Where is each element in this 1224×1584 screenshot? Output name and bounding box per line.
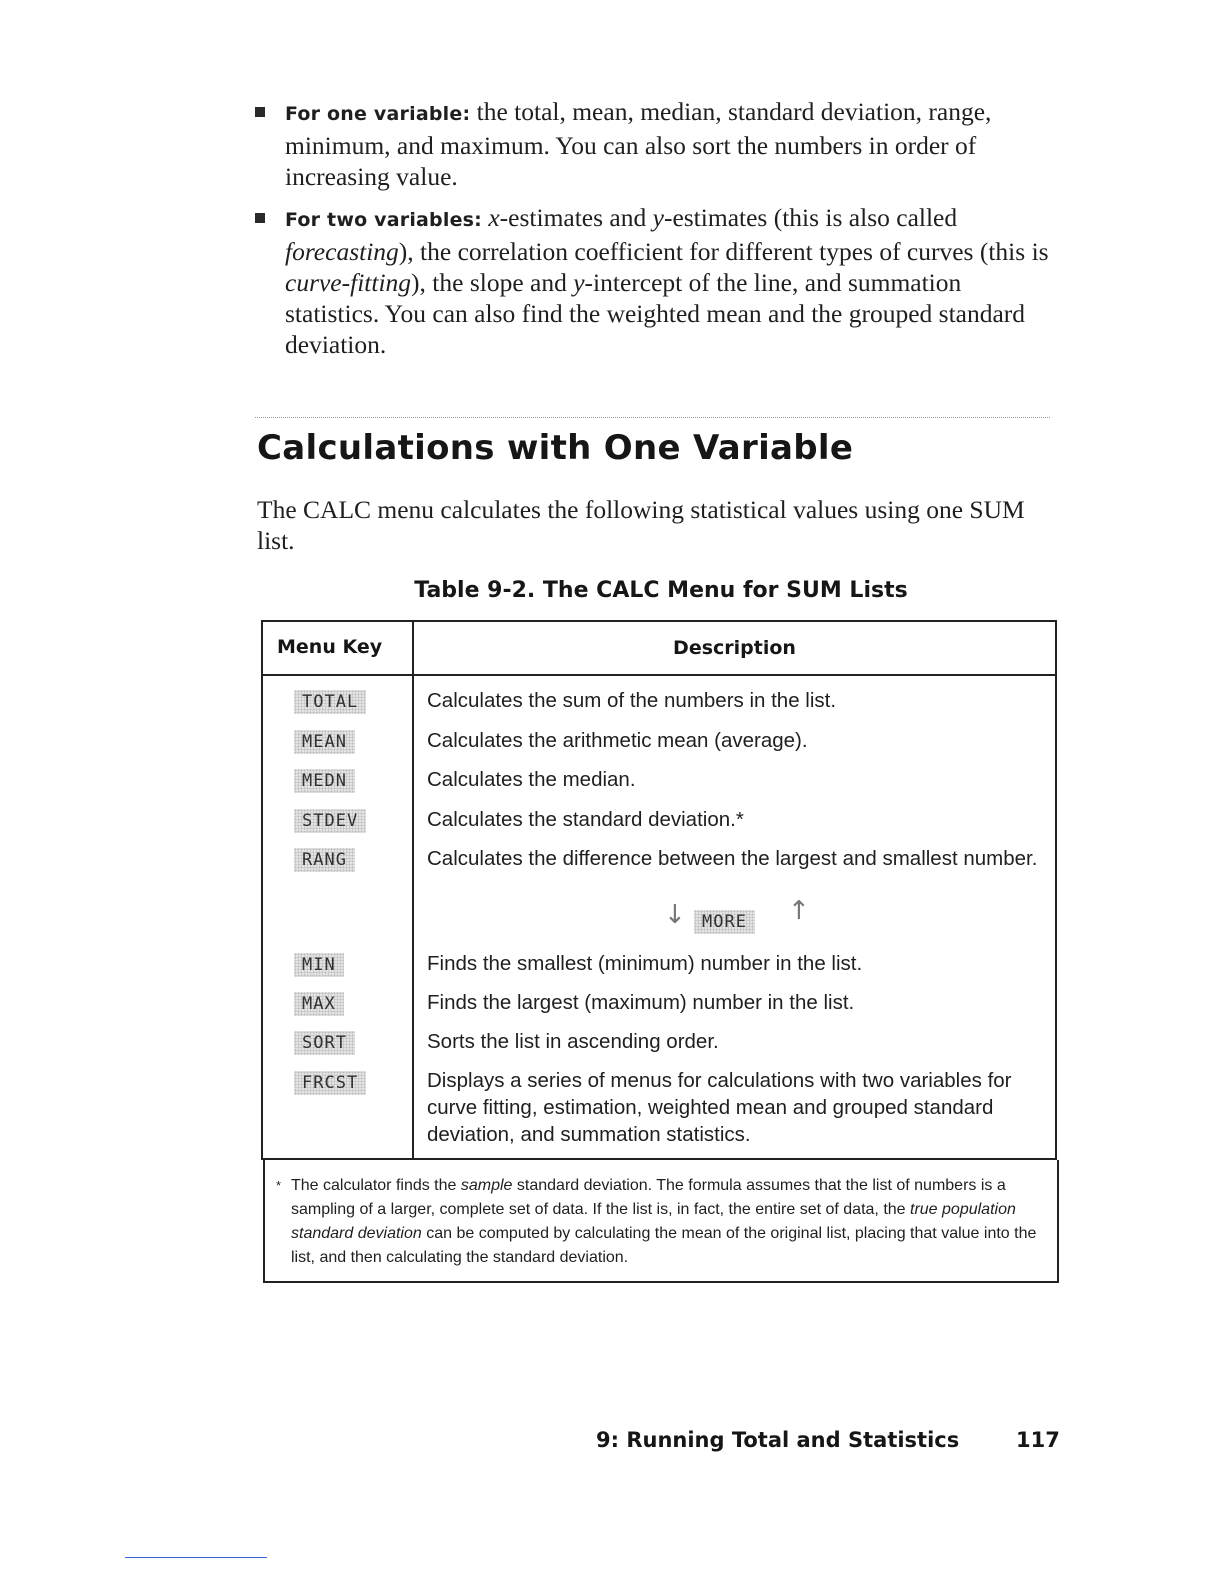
row-description: Calculates the arithmetic mean (average).	[427, 729, 808, 752]
footnote-text: The calculator finds the	[291, 1177, 461, 1194]
bullet-text: -intercept of the line, and summation statistics. You can also find the weighted mean and the grouped standard deviation.	[285, 268, 1026, 359]
term-forecasting: forecasting	[285, 237, 399, 266]
footnote-text: can be computed by calculating the mean of the original list, placing that value into the list, and then calculating the standard deviation.	[291, 1225, 1037, 1266]
edge-mark	[125, 1557, 267, 1558]
bullet-one-variable	[255, 96, 1055, 192]
footnote-text: standard deviation. The formula assumes that the list of numbers is a sampling of a larger, complete set of data. If the list is, in fact, the entire set of data, the	[291, 1177, 1006, 1218]
bullet-square-icon	[255, 107, 265, 117]
menu-key-sort[interactable]: SORT	[294, 1031, 355, 1055]
bullet-list	[255, 96, 1055, 370]
header-divider	[263, 674, 1055, 676]
footnote-emphasis: sample	[460, 1177, 513, 1194]
variable-x: x	[488, 203, 500, 232]
footer-page-number: 117	[1016, 1428, 1060, 1452]
variable-y: y	[573, 268, 585, 297]
column-divider	[412, 622, 414, 1158]
footer-chapter-title: 9: Running Total and Statistics	[596, 1428, 960, 1452]
term-curve-fitting: curve-fitting	[285, 268, 412, 297]
menu-key-total[interactable]: TOTAL	[294, 690, 366, 714]
row-description: Calculates the median.	[427, 768, 636, 791]
bullet-text: ), the correlation coefficient for different types of curves (this is	[398, 237, 1049, 266]
bullet-lead: For one variable:	[285, 103, 471, 125]
table-footnote	[263, 1160, 1059, 1283]
bullet-text: -estimates (this is also called	[663, 203, 958, 232]
footnote-star: *	[276, 1178, 282, 1193]
bullet-text: -estimates and	[499, 203, 653, 232]
menu-key-frcst[interactable]: FRCST	[294, 1071, 366, 1095]
row-description: Calculates the standard deviation.*	[427, 808, 744, 831]
variable-y: y	[652, 203, 664, 232]
row-description: Sorts the list in ascending order.	[427, 1030, 719, 1053]
menu-key-mean[interactable]: MEAN	[294, 730, 355, 754]
menu-key-stdev[interactable]: STDEV	[294, 809, 366, 833]
table-caption: Table 9-2. The CALC Menu for SUM Lists	[414, 578, 908, 603]
bullet-text: the total, mean, median, standard deviation, range, minimum, and maximum. You can also sort the numbers in order of increasing value.	[285, 97, 992, 191]
section-divider	[255, 417, 1050, 418]
menu-key-medn[interactable]: MEDN	[294, 769, 355, 793]
header-menu-key: Menu Key	[277, 636, 383, 658]
section-title: Calculations with One Variable	[257, 428, 854, 468]
row-description: Finds the smallest (minimum) number in the list.	[427, 952, 863, 975]
row-description: Displays a series of menus for calculations with two variables for curve fitting, estimation, weighted mean and grouped standard deviation, and summation statistics.	[427, 1069, 1012, 1146]
menu-key-more[interactable]: MORE	[694, 910, 755, 934]
arrow-down-icon: ↓	[664, 900, 686, 930]
menu-key-min[interactable]: MIN	[294, 953, 344, 977]
row-description: Finds the largest (maximum) number in the list.	[427, 991, 855, 1014]
more-key-group	[664, 896, 814, 946]
bullet-two-variables	[255, 202, 1055, 360]
bullet-square-icon	[255, 213, 265, 223]
section-intro: The CALC menu calculates the following statistical values using one SUM list.	[257, 495, 1025, 555]
row-description: Calculates the sum of the numbers in the list.	[427, 689, 837, 712]
bullet-lead: For two variables:	[285, 209, 482, 231]
footnote-emphasis: true population standard deviation	[291, 1201, 1016, 1242]
header-description: Description	[673, 637, 796, 659]
menu-key-rang[interactable]: RANG	[294, 848, 355, 872]
menu-key-max[interactable]: MAX	[294, 992, 344, 1016]
bullet-text: ), the slope and	[411, 268, 574, 297]
row-description: Calculates the difference between the largest and smallest number.	[427, 847, 1038, 870]
arrow-up-icon: ↑	[788, 896, 810, 926]
